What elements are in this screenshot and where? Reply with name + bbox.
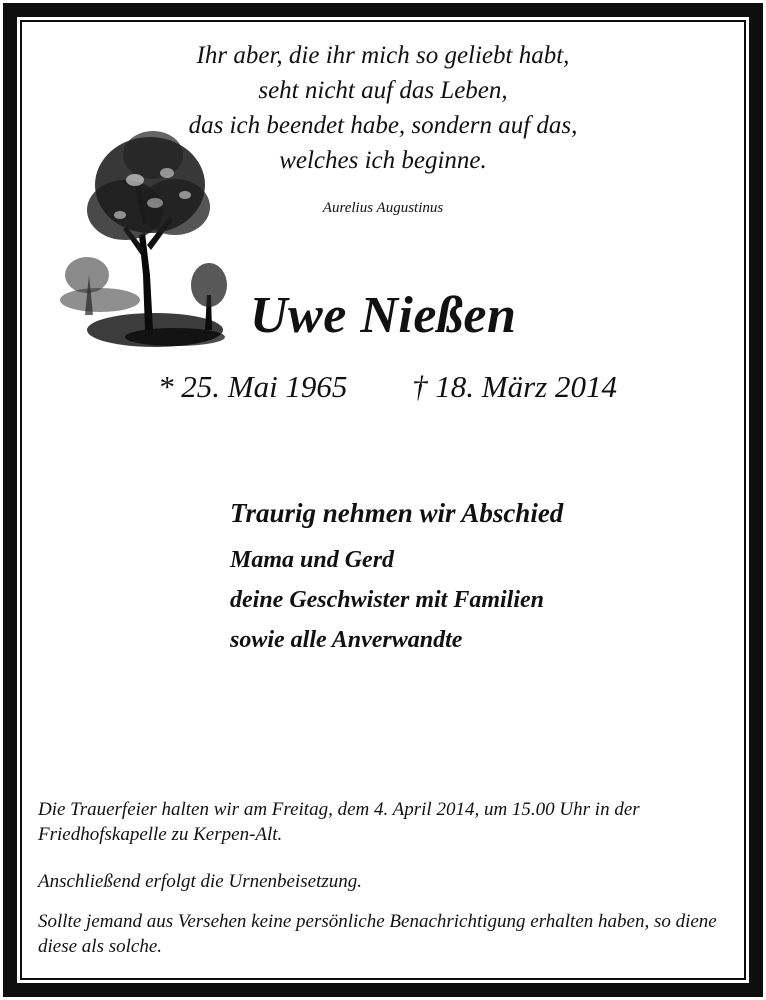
quote-line-2: seht nicht auf das Leben,: [258, 77, 508, 104]
urn-burial-notice: Anschließend erfolgt die Urnenbeisetzung.: [38, 871, 362, 892]
deceased-name: Uwe Nießen: [250, 287, 517, 344]
notification-disclaimer: Sollte jemand aus Versehen keine persönliche Benachrichtigung erhalten haben, so diene diese als solche.: [38, 911, 717, 957]
mourners-block: [230, 498, 563, 660]
mourner-entry: Mama und Gerd: [230, 547, 395, 573]
quote-author: Aurelius Augustinus: [322, 200, 444, 216]
mourners-heading: Traurig nehmen wir Abschied: [230, 498, 564, 528]
tree-illustration: [55, 125, 230, 357]
quote-line-4: welches ich beginne.: [279, 147, 487, 174]
quote-line-1: Ihr aber, die ihr mich so geliebt habt,: [196, 42, 570, 69]
mourner-entry: sowie alle Anverwandte: [230, 627, 463, 653]
death-date: † 18. März 2014: [412, 369, 617, 404]
funeral-service-notice: Die Trauerfeier halten wir am Freitag, dem 4. April 2014, um 15.00 Uhr in der Friedhofskapelle zu Kerpen-Alt.: [38, 799, 640, 845]
birth-date: * 25. Mai 1965: [158, 369, 348, 404]
quote-line-3: das ich beendet habe, sondern auf das,: [188, 112, 578, 139]
mourner-entry: deine Geschwister mit Familien: [230, 587, 545, 613]
